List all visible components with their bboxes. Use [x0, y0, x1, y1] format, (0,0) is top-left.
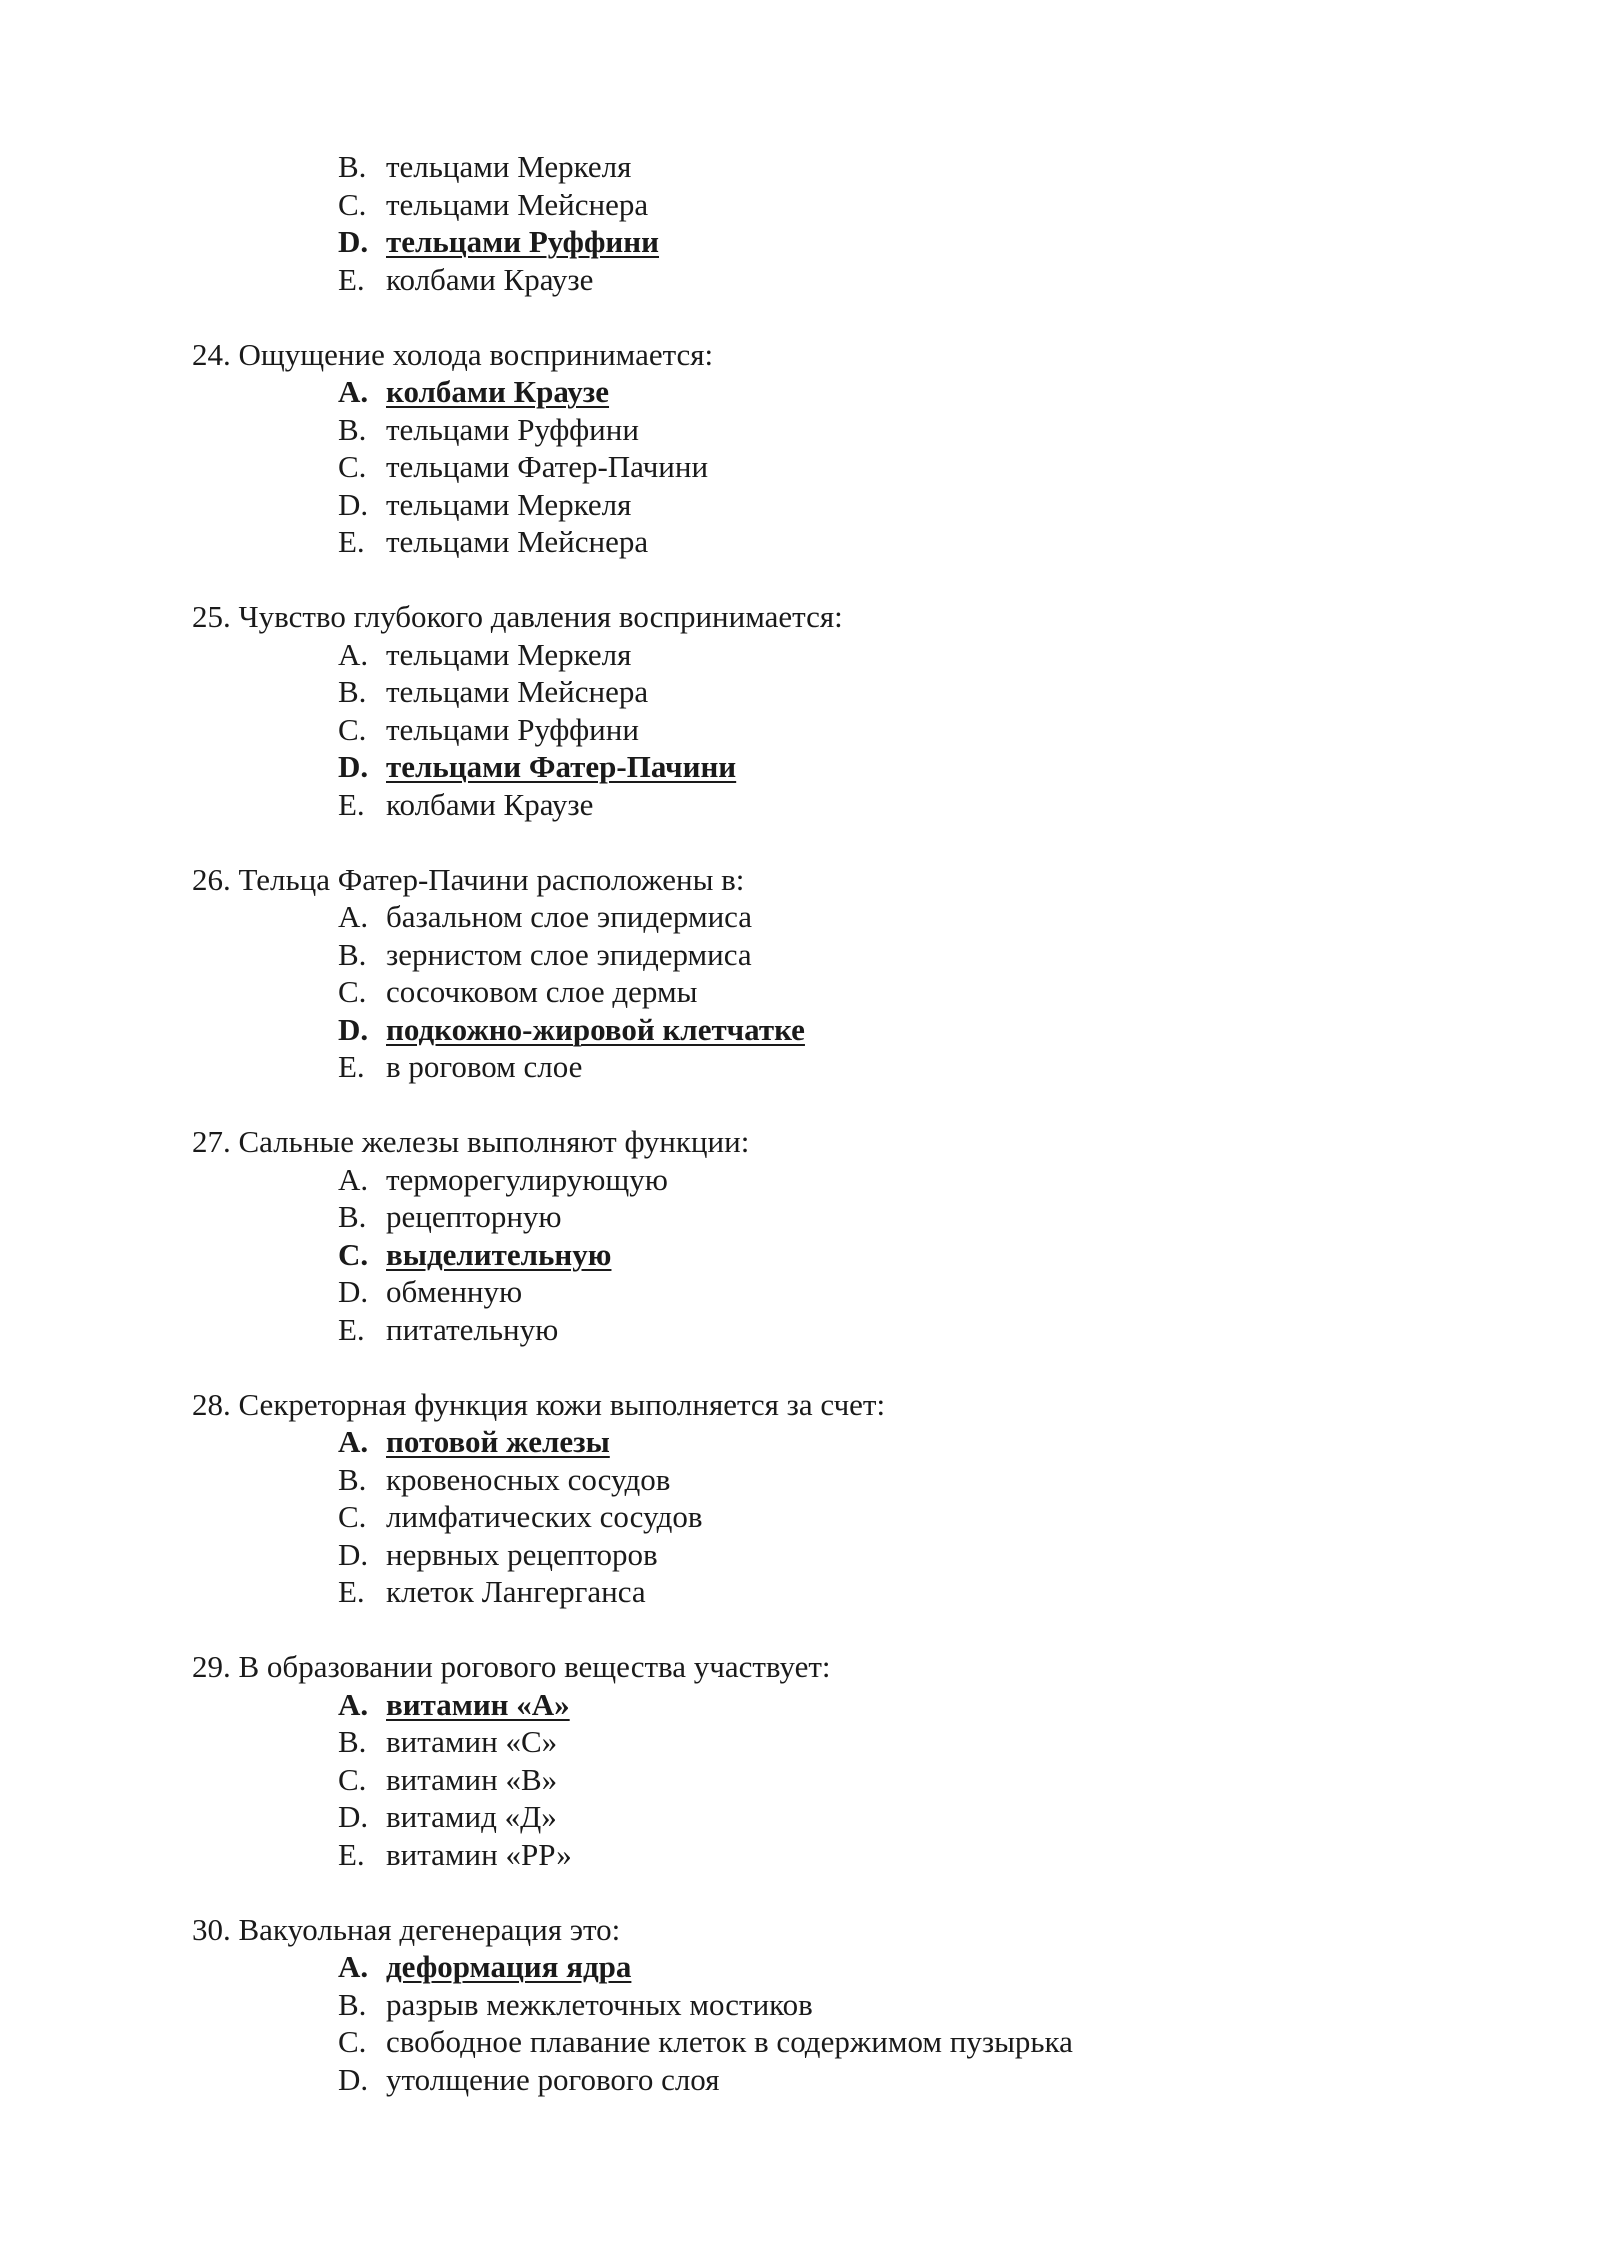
- option-letter: C.: [338, 1499, 367, 1534]
- answer-option: [0, 1273, 1600, 1311]
- answer-option: [0, 1536, 1600, 1574]
- option-letter: D.: [338, 486, 369, 522]
- answer-option: [0, 673, 1600, 711]
- answer-option-correct: [0, 1011, 1600, 1049]
- answer-option: [0, 1498, 1600, 1536]
- answer-option: [0, 1198, 1600, 1236]
- answer-option: [0, 973, 1600, 1011]
- option-letter: B.: [338, 936, 367, 972]
- option-letter: A.: [338, 636, 369, 672]
- answer-option: [0, 1573, 1600, 1611]
- option-text: в роговом слое: [386, 1049, 583, 1084]
- answer-option: [0, 936, 1600, 974]
- question-block: [0, 1911, 1600, 2099]
- answer-option: [0, 1048, 1600, 1086]
- question-text: 24. Ощущение холода воспринимается:: [192, 336, 714, 372]
- option-letter: B.: [338, 1461, 367, 1497]
- option-letter: D.: [338, 1799, 369, 1834]
- option-text: нервных рецепторов: [386, 1536, 658, 1572]
- option-text: тельцами Меркеля: [386, 486, 632, 522]
- option-text: колбами Краузе: [386, 261, 594, 297]
- option-text: витамин «С»: [386, 1724, 558, 1759]
- option-letter: C.: [338, 1236, 369, 1272]
- option-letter: E.: [338, 1311, 365, 1347]
- option-letter: C.: [338, 974, 367, 1009]
- option-letter: D.: [338, 1274, 369, 1309]
- option-text: витамид «Д»: [386, 1799, 557, 1834]
- option-letter: A.: [338, 374, 369, 409]
- question-text: 27. Сальные железы выполняют функции:: [192, 1124, 750, 1159]
- answer-option-correct: [0, 1686, 1600, 1724]
- answer-option: [0, 636, 1600, 674]
- option-letter: B.: [338, 1724, 367, 1759]
- question-text: 28. Секреторная функция кожи выполняется за счет:: [192, 1386, 886, 1422]
- option-letter: B.: [338, 411, 367, 447]
- question-text: 30. Вакуольная дегенерация это:: [192, 1911, 621, 1947]
- option-text: разрыв межклеточных мостиков: [386, 1986, 813, 2022]
- option-letter: C.: [338, 1761, 367, 1797]
- answer-option: [0, 1798, 1600, 1836]
- option-letter: B.: [338, 1199, 367, 1234]
- question-block: [0, 336, 1600, 561]
- option-letter: D.: [338, 749, 369, 784]
- option-text: тельцами Фатер-Пачини: [386, 449, 709, 484]
- question-list: [0, 148, 1600, 2136]
- option-letter: A.: [338, 1949, 369, 1984]
- option-letter: D.: [338, 2061, 369, 2097]
- option-text: тельцами Меркеля: [386, 149, 632, 184]
- answer-option: [0, 448, 1600, 486]
- answer-option-correct: [0, 373, 1600, 411]
- answer-option-correct: [0, 1236, 1600, 1274]
- option-text: тельцами Меркеля: [386, 636, 632, 672]
- answer-option-correct: [0, 1948, 1600, 1986]
- option-letter: C.: [338, 186, 367, 222]
- answer-option: [0, 148, 1600, 186]
- option-text: тельцами Руффини: [386, 411, 639, 447]
- option-text: витамин «А»: [386, 1686, 570, 1722]
- option-text: колбами Краузе: [386, 374, 610, 409]
- option-letter: C.: [338, 711, 367, 747]
- answer-option: [0, 1723, 1600, 1761]
- question-block: [0, 1386, 1600, 1611]
- question-text: 25. Чувство глубокого давления воспринимается:: [192, 599, 843, 634]
- question-text: 29. В образовании рогового вещества участвует:: [192, 1649, 831, 1684]
- question-block: [0, 148, 1600, 298]
- answer-option: [0, 1311, 1600, 1349]
- option-text: зернистом слое эпидермиса: [386, 936, 752, 972]
- option-letter: C.: [338, 2024, 367, 2059]
- option-text: кровеносных сосудов: [386, 1461, 671, 1497]
- option-letter: A.: [338, 1161, 369, 1197]
- option-text: подкожно-жировой клетчатке: [386, 1011, 805, 1047]
- option-text: потовой железы: [386, 1424, 610, 1459]
- option-text: тельцами Фатер-Пачини: [386, 749, 737, 784]
- answer-option: [0, 523, 1600, 561]
- option-text: тельцами Мейснера: [386, 186, 649, 222]
- option-letter: B.: [338, 1986, 367, 2022]
- answer-option: [0, 1161, 1600, 1199]
- option-letter: E.: [338, 261, 365, 297]
- answer-option: [0, 1761, 1600, 1799]
- answer-option-correct: [0, 748, 1600, 786]
- answer-option: [0, 898, 1600, 936]
- option-text: свободное плавание клеток в содержимом пузырька: [386, 2024, 1073, 2059]
- question-block: [0, 598, 1600, 823]
- question-block: [0, 861, 1600, 1086]
- option-text: рецепторную: [386, 1199, 562, 1234]
- answer-option: [0, 711, 1600, 749]
- option-letter: D.: [338, 1011, 369, 1047]
- option-text: тельцами Мейснера: [386, 524, 649, 559]
- option-text: деформация ядра: [386, 1949, 632, 1984]
- option-letter: A.: [338, 1686, 369, 1722]
- answer-option-correct: [0, 223, 1600, 261]
- option-text: выделительную: [386, 1236, 612, 1272]
- option-text: тельцами Руффини: [386, 224, 660, 259]
- question-block: [0, 1123, 1600, 1348]
- option-letter: A.: [338, 899, 369, 934]
- answer-option: [0, 2061, 1600, 2099]
- option-text: витамин «В»: [386, 1761, 558, 1797]
- option-text: колбами Краузе: [386, 786, 594, 822]
- option-text: питательную: [386, 1311, 559, 1347]
- answer-option: [0, 1461, 1600, 1499]
- option-text: обменную: [386, 1274, 523, 1309]
- option-letter: E.: [338, 524, 365, 559]
- answer-option: [0, 2023, 1600, 2061]
- option-text: терморегулирующую: [386, 1161, 668, 1197]
- option-text: базальном слое эпидермиса: [386, 899, 753, 934]
- answer-option: [0, 786, 1600, 824]
- answer-option: [0, 486, 1600, 524]
- option-letter: E.: [338, 1049, 365, 1084]
- option-letter: B.: [338, 149, 367, 184]
- option-text: лимфатических сосудов: [386, 1499, 703, 1534]
- option-letter: E.: [338, 1574, 365, 1609]
- option-letter: D.: [338, 224, 369, 259]
- answer-option: [0, 1986, 1600, 2024]
- answer-option: [0, 411, 1600, 449]
- option-letter: C.: [338, 449, 367, 484]
- question-block: [0, 1648, 1600, 1873]
- answer-option: [0, 261, 1600, 299]
- option-text: витамин «РР»: [386, 1836, 572, 1872]
- option-text: утолщение рогового слоя: [386, 2061, 720, 2097]
- option-letter: A.: [338, 1424, 369, 1459]
- option-text: тельцами Руффини: [386, 711, 639, 747]
- option-text: тельцами Мейснера: [386, 674, 649, 709]
- option-text: сосочковом слое дермы: [386, 974, 698, 1009]
- answer-option: [0, 1836, 1600, 1874]
- answer-option-correct: [0, 1423, 1600, 1461]
- answer-option: [0, 186, 1600, 224]
- option-text: клеток Лангерганса: [386, 1574, 646, 1609]
- question-text: 26. Тельца Фатер-Пачини расположены в:: [192, 861, 745, 897]
- option-letter: E.: [338, 1836, 365, 1872]
- option-letter: B.: [338, 674, 367, 709]
- option-letter: D.: [338, 1536, 369, 1572]
- option-letter: E.: [338, 786, 365, 822]
